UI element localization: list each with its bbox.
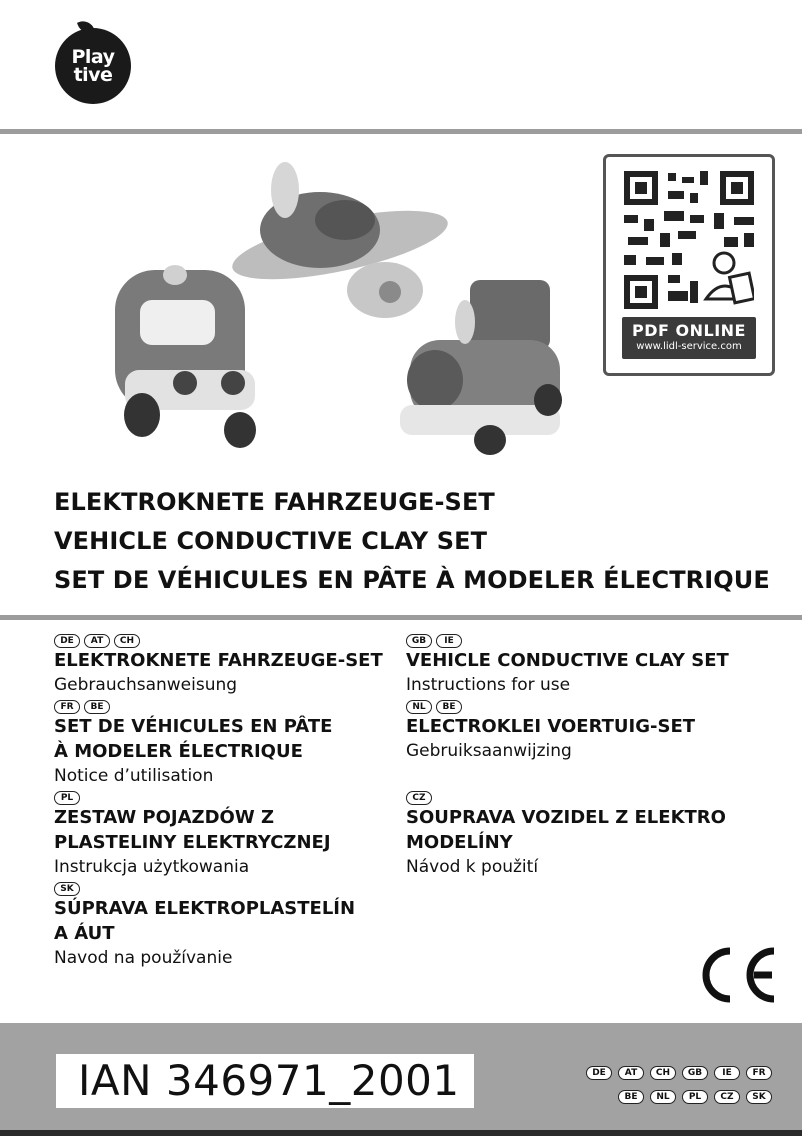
footer-badge-sk: SK — [746, 1090, 772, 1104]
section-subtitle: Navod na používanie — [54, 948, 233, 968]
qr-code-panel[interactable] — [603, 154, 775, 376]
footer-badge-pl: PL — [682, 1090, 708, 1104]
section-de — [54, 634, 414, 697]
bottom-bar — [0, 1130, 802, 1136]
country-badge-gb: GB — [406, 634, 432, 648]
country-badge-fr: FR — [54, 700, 80, 714]
country-badge-cz: CZ — [406, 791, 432, 805]
country-badge-be: BE — [84, 700, 110, 714]
section-subtitle: Gebrauchsanweisung — [54, 675, 238, 695]
country-badges — [54, 791, 414, 805]
footer-badge-cz: CZ — [714, 1090, 740, 1104]
main-title-de: ELEKTROKNETE FAHRZEUGE-SET — [54, 488, 495, 516]
section-pl — [54, 791, 414, 879]
footer-badge-be: BE — [618, 1090, 644, 1104]
country-badge-de: DE — [54, 634, 80, 648]
section-subtitle: Gebruiksaanwijzing — [406, 741, 572, 761]
section-subtitle: Instrukcja użytkowania — [54, 857, 250, 877]
section-subtitle: Notice d’utilisation — [54, 766, 214, 786]
footer-badge-gb: GB — [682, 1066, 708, 1080]
country-badge-sk: SK — [54, 882, 80, 896]
country-badges — [406, 634, 766, 648]
footer-badge-fr: FR — [746, 1066, 772, 1080]
country-badge-ie: IE — [436, 634, 462, 648]
section-heading-line-2: A ÁUT — [54, 923, 115, 944]
right-language-column — [406, 634, 766, 879]
country-badge-ch: CH — [114, 634, 140, 648]
section-heading: ELECTROKLEI VOERTUIG-SET — [406, 716, 696, 737]
country-badges — [406, 791, 766, 805]
section-heading-line-1: SET DE VÉHICULES EN PÂTE — [54, 716, 333, 737]
section-heading: VEHICLE CONDUCTIVE CLAY SET — [406, 650, 729, 671]
middle-rule — [0, 615, 802, 620]
section-heading-line-2: PLASTELINY ELEKTRYCZNEJ — [54, 832, 331, 853]
section-heading-line-1: ZESTAW POJAZDÓW Z — [54, 807, 275, 828]
section-nl — [406, 700, 766, 763]
main-title-fr: SET DE VÉHICULES EN PÂTE À MODELER ÉLECTRIQUE — [54, 566, 770, 594]
main-title-en: VEHICLE CONDUCTIVE CLAY SET — [54, 527, 488, 555]
country-badge-be: BE — [436, 700, 462, 714]
ce-mark-icon — [696, 945, 778, 1005]
footer-country-badges-row-1 — [586, 1066, 772, 1080]
footer-badge-de: DE — [586, 1066, 612, 1080]
section-heading-line-1: SOUPRAVA VOZIDEL Z ELEKTRO — [406, 807, 726, 828]
pdf-online-tag — [622, 317, 756, 359]
country-badge-pl: PL — [54, 791, 80, 805]
brand-logo — [55, 28, 131, 104]
country-badges — [54, 882, 414, 896]
logo-line-2: tive — [73, 64, 113, 86]
lidl-service-url: www.lidl-service.com — [636, 341, 742, 352]
section-fr — [54, 700, 414, 788]
qr-code-icon — [624, 171, 754, 311]
airplane-illustration — [227, 162, 453, 318]
left-language-column — [54, 634, 414, 970]
logo-line-1: Play — [71, 46, 115, 68]
train-illustration — [400, 280, 562, 455]
footer-badge-nl: NL — [650, 1090, 676, 1104]
country-badges — [54, 634, 414, 648]
country-badge-at: AT — [84, 634, 110, 648]
section-heading-line-2: MODELÍNY — [406, 832, 513, 853]
ce-mark-text: CE — [696, 945, 698, 946]
section-sk — [54, 882, 414, 970]
footer-badge-ch: CH — [650, 1066, 676, 1080]
country-badges — [54, 700, 414, 714]
country-badges — [406, 700, 766, 714]
section-cz — [406, 791, 766, 879]
section-heading-line-1: SÚPRAVA ELEKTROPLASTELÍN — [54, 898, 356, 919]
product-photo — [100, 150, 580, 460]
ian-number: IAN 346971_2001 — [56, 1054, 474, 1108]
section-heading: ELEKTROKNETE FAHRZEUGE-SET — [54, 650, 383, 671]
car-illustration — [115, 265, 256, 448]
section-subtitle: Instructions for use — [406, 675, 571, 695]
section-gb — [406, 634, 766, 697]
pdf-online-label: PDF ONLINE — [632, 321, 746, 340]
footer-country-badges-row-2 — [618, 1090, 772, 1104]
section-heading-line-2: À MODELER ÉLECTRIQUE — [54, 741, 303, 762]
section-subtitle: Návod k použití — [406, 857, 539, 877]
top-rule — [0, 129, 802, 134]
footer-badge-at: AT — [618, 1066, 644, 1080]
country-badge-nl: NL — [406, 700, 432, 714]
footer-badge-ie: IE — [714, 1066, 740, 1080]
